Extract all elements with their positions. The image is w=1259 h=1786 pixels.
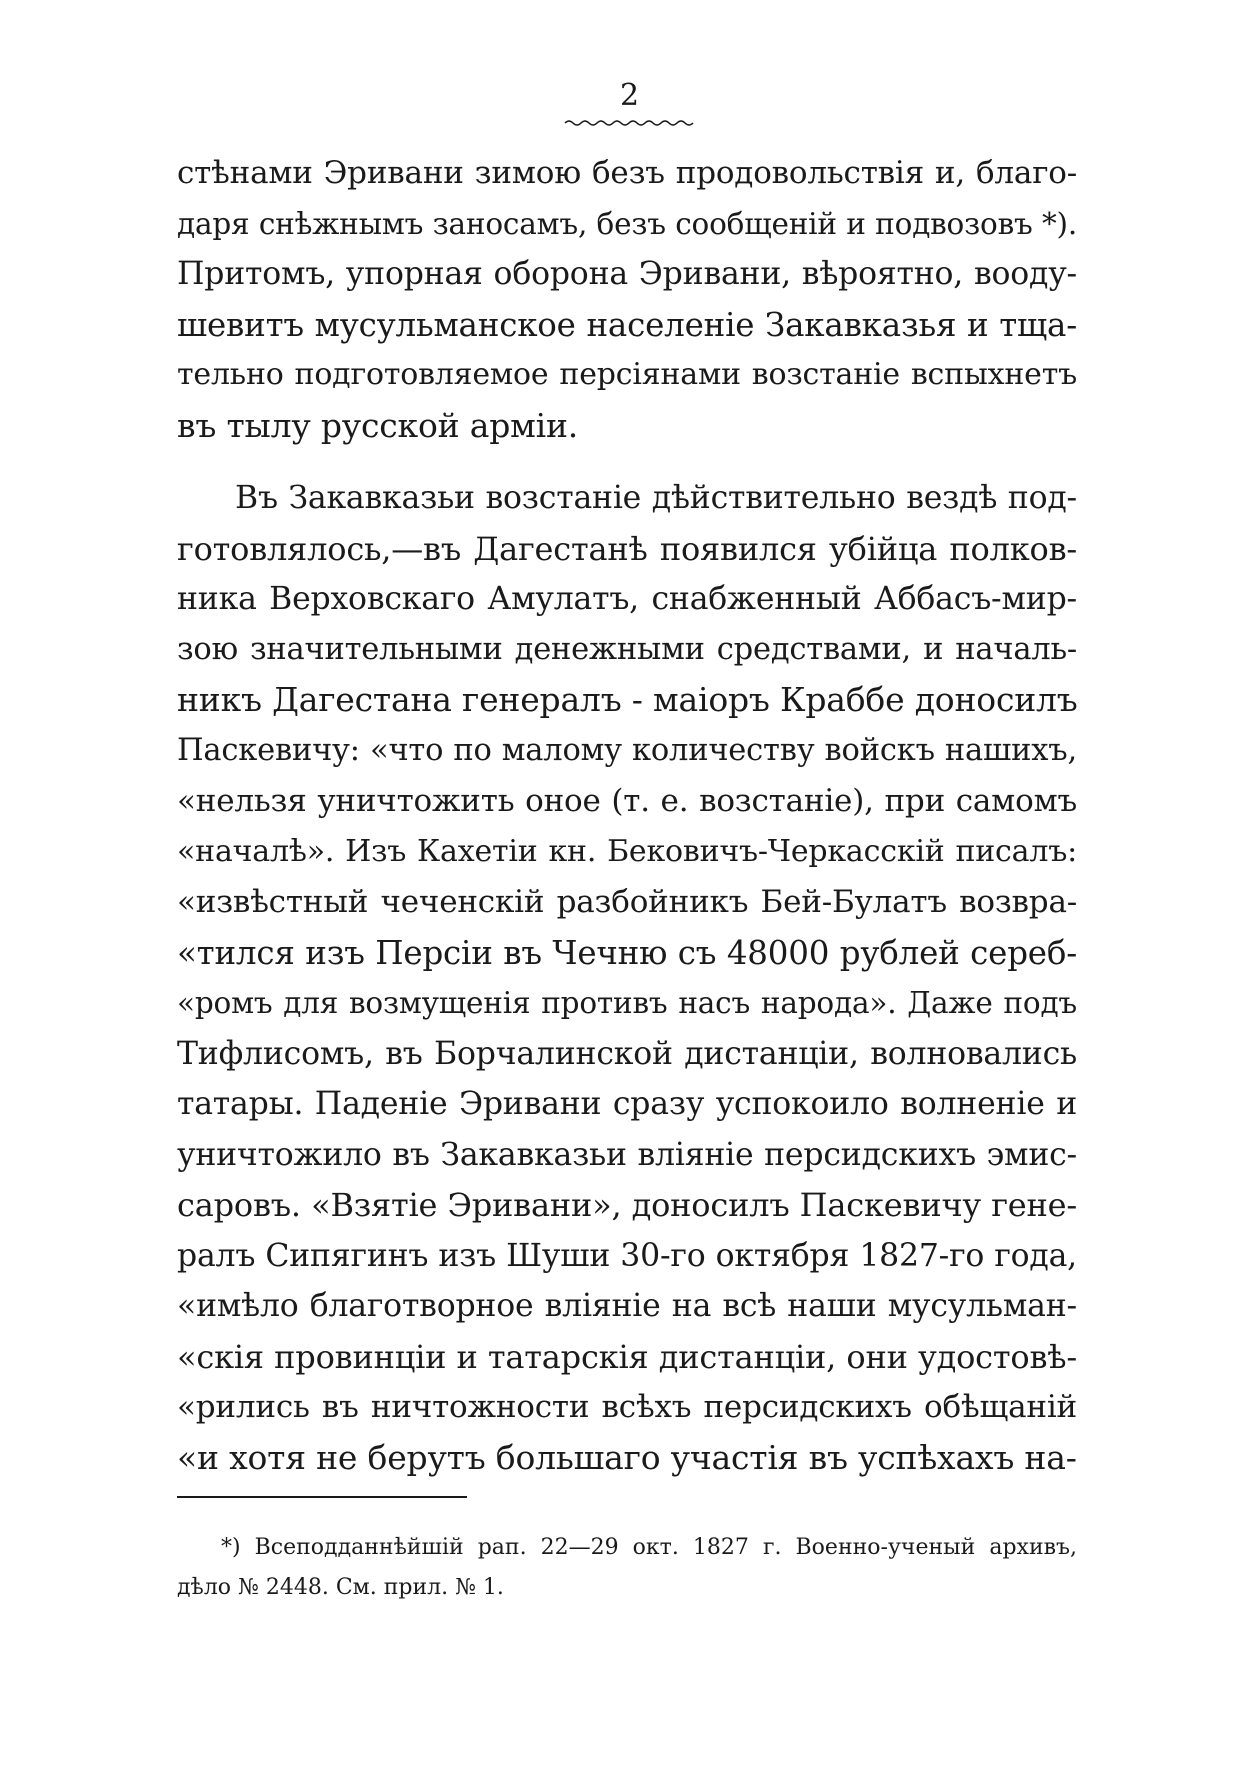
text-line: тельно подготовляемое персіянами возстаніе вспыхнетъ xyxy=(177,357,1077,392)
text-line: зою значительными денежными средствами, и началь- xyxy=(177,631,1077,667)
text-line: никъ Дагестана генералъ - маіоръ Краббе доносилъ xyxy=(177,680,1078,719)
footnote-line: *) Всеподданнѣйшій рап. 22—29 окт. 1827 г. Военно-ученый архивъ, xyxy=(221,1535,1077,1560)
footnote xyxy=(177,1528,1077,1608)
text-line: «тился изъ Персіи въ Чечню съ 48000 рублей сереб- xyxy=(177,933,1077,972)
text-line: стѣнами Эривани зимою безъ продовольствія и, благо- xyxy=(177,155,1077,191)
ornament-divider xyxy=(563,118,699,128)
text-line: Паскевичу: «что по малому количеству войскъ нашихъ, xyxy=(177,732,1077,768)
text-line: готовлялось,—въ Дагестанѣ появился убійца полков- xyxy=(177,529,1077,568)
text-line: шевитъ мусульманское населеніе Закавказья и тща- xyxy=(177,305,1077,344)
text-line: «ромъ для возмущенія противъ насъ народа». Даже подъ xyxy=(177,986,1077,1020)
footnote-rule xyxy=(177,1496,467,1498)
text-line: Въ Закавказьи возстаніе дѣйствительно вездѣ под- xyxy=(235,480,1077,516)
text-line: татары. Паденіе Эривани сразу успокоило волненіе и xyxy=(177,1086,1077,1122)
text-line: «и хотя не берутъ большаго участія въ успѣхахъ на- xyxy=(177,1437,1077,1477)
text-line: даря снѣжнымъ заносамъ, безъ сообщеній и подвозовъ *). xyxy=(177,206,1077,241)
text-line: ника Верховскаго Амулатъ, снабженный Аббасъ-мир- xyxy=(177,581,1077,617)
text-line: «имѣло благотворное вліяніе на всѣ наши мусульман- xyxy=(177,1288,1077,1324)
page-number: 2 xyxy=(619,78,640,113)
text-line: «началѣ». Изъ Кахетіи кн. Бековичъ-Черкасскій писалъ: xyxy=(177,833,1077,869)
text-line: «нельзя уничтожить оное (т. е. возстаніе), при самомъ xyxy=(177,783,1077,819)
footnote-line: дѣло № 2448. См. прил. № 1. xyxy=(177,1575,504,1600)
text-line: «извѣстный чеченскій разбойникъ Бей-Булатъ возвра- xyxy=(177,884,1077,920)
text-line: въ тылу русской арміи. xyxy=(177,405,579,445)
text-line: Притомъ, упорная оборона Эривани, вѣроятно, вооду- xyxy=(177,256,1077,292)
text-line: ралъ Сипягинъ изъ Шуши 30-го октября 1827-го года, xyxy=(177,1237,1077,1274)
text-line: саровъ. «Взятіе Эривани», доносилъ Паскевичу гене- xyxy=(177,1186,1077,1224)
text-line: уничтожило въ Закавказьи вліяніе персидскихъ эмис- xyxy=(177,1136,1077,1173)
text-line: «скія провинціи и татарскія дистанціи, они удостовѣ- xyxy=(177,1337,1077,1376)
body-text xyxy=(177,148,1077,1483)
text-line: Тифлисомъ, въ Борчалинской дистанціи, волновались xyxy=(177,1035,1077,1072)
text-line: «рились въ ничтожности всѣхъ персидскихъ обѣщаній xyxy=(177,1389,1077,1425)
